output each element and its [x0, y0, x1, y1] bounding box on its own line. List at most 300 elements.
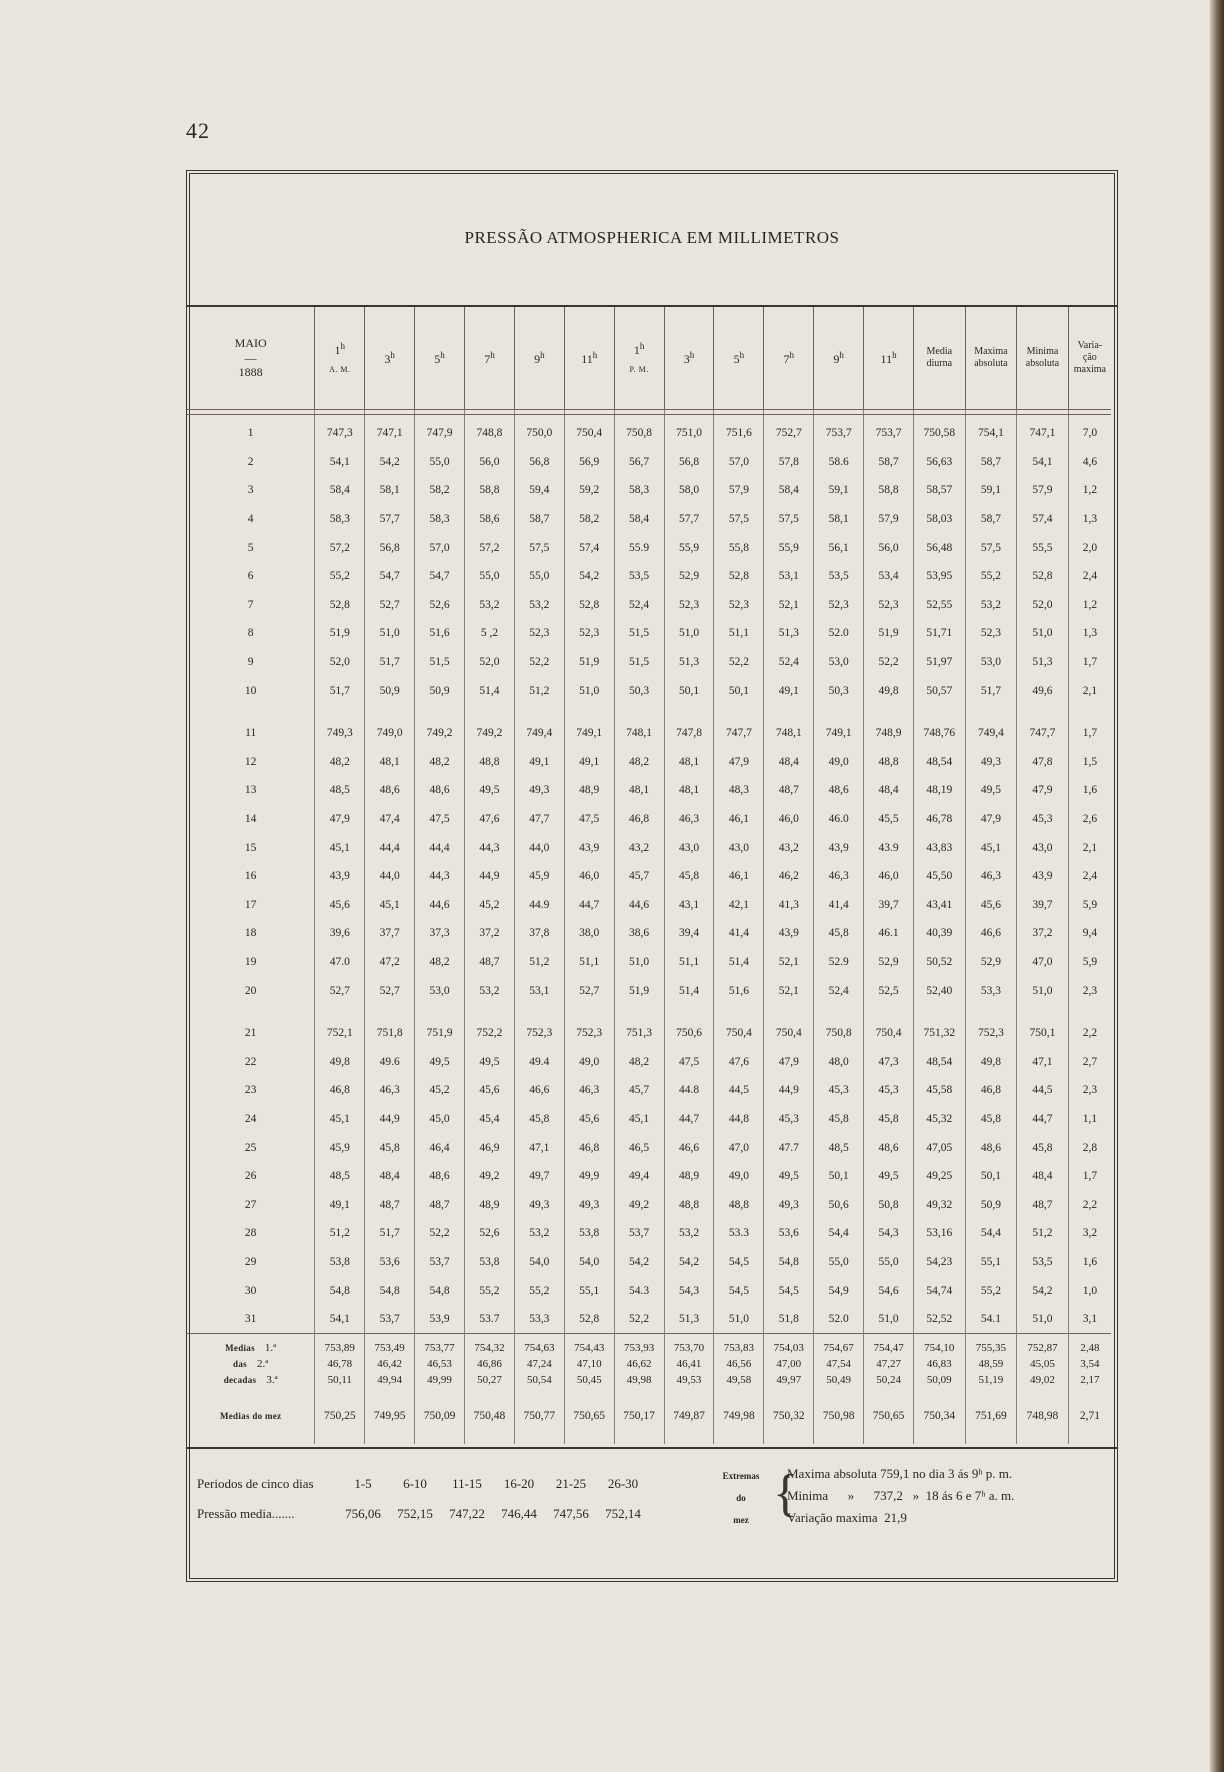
- table-cell: 58,7: [514, 505, 564, 534]
- table-cell: 58,6: [465, 505, 515, 534]
- month-mean-cell: 750,34: [914, 1388, 966, 1444]
- table-cell: 53,7: [365, 1305, 415, 1334]
- table-cell: 53,0: [814, 648, 864, 677]
- header-maxima-absoluta: [965, 307, 1017, 410]
- header-media-line: Media: [926, 346, 953, 357]
- table-cell: 55.9: [614, 533, 664, 562]
- table-cell: 45,6: [315, 891, 365, 920]
- table-cell: 52,6: [415, 591, 465, 620]
- day-number: 12: [244, 755, 257, 768]
- table-cell: 49,1: [564, 748, 614, 777]
- table-cell: 43,0: [664, 833, 714, 862]
- decade-mean-cell: 753,49: [365, 1334, 415, 1357]
- table-cell: 53,5: [1017, 1248, 1069, 1277]
- table-cell: 42,1: [714, 891, 764, 920]
- table-cell: 47,0: [714, 1133, 764, 1162]
- table-cell: 52,3: [714, 591, 764, 620]
- table-cell: 46,4: [415, 1133, 465, 1162]
- table-cell: 49,2: [465, 1162, 515, 1191]
- day-number: 5: [247, 541, 254, 554]
- table-cell: 44,3: [465, 833, 515, 862]
- day-number: 11: [245, 727, 257, 740]
- table-cell: 47,1: [514, 1133, 564, 1162]
- summary-section: [187, 1447, 1117, 1577]
- period-pressure: 756,06: [345, 1506, 381, 1521]
- day-number: 18: [244, 927, 257, 940]
- table-row: [187, 719, 1111, 748]
- table-row: [187, 1248, 1111, 1277]
- table-cell: 55,9: [664, 533, 714, 562]
- table-cell: 48,7: [1017, 1190, 1069, 1219]
- table-cell: 48,1: [664, 748, 714, 777]
- table-cell: 43,0: [714, 833, 764, 862]
- month-mean-cell: 751,69: [965, 1388, 1017, 1444]
- table-cell: 41,4: [714, 919, 764, 948]
- table-cell: 52,3: [664, 591, 714, 620]
- gap-cell: [315, 705, 365, 719]
- table-cell: 48,6: [415, 1162, 465, 1191]
- table-cell: 54,3: [664, 1276, 714, 1305]
- month-mean-cell: 750,65: [564, 1388, 614, 1444]
- table-cell: 55,0: [514, 562, 564, 591]
- table-cell: 46,8: [614, 805, 664, 834]
- table-cell: 55,2: [965, 1276, 1017, 1305]
- table-cell: 748,76: [914, 719, 966, 748]
- am-label: A. M.: [329, 365, 351, 375]
- table-cell: 51,1: [564, 948, 614, 977]
- table-cell: 52,55: [914, 591, 966, 620]
- table-cell: 53,95: [914, 562, 966, 591]
- table-cell: 45,8: [1017, 1133, 1069, 1162]
- table-cell: 45,1: [315, 833, 365, 862]
- gap-cell: [864, 705, 914, 719]
- hour-suffix: h: [540, 349, 545, 360]
- table-cell: 54,2: [564, 562, 614, 591]
- table-cell: 52,4: [764, 648, 814, 677]
- table-cell: 51,7: [965, 676, 1017, 705]
- table-cell: 45,3: [814, 1076, 864, 1105]
- table-cell: 747,3: [315, 415, 365, 448]
- table-cell: 48,2: [415, 748, 465, 777]
- table-row: [187, 415, 1111, 448]
- hour-label: 7: [484, 351, 491, 366]
- table-cell: 44,9: [365, 1105, 415, 1134]
- hour-label: 3: [683, 351, 690, 366]
- table-cell: 47,3: [864, 1047, 914, 1076]
- gap-cell: [365, 1005, 415, 1019]
- header-dash: —: [244, 350, 257, 365]
- day-number: 22: [244, 1055, 257, 1068]
- table-cell: 49,1: [514, 748, 564, 777]
- table-cell: 50,1: [714, 676, 764, 705]
- table-cell: 59,1: [965, 476, 1017, 505]
- table-cell: 51,7: [365, 1219, 415, 1248]
- table-cell: 51,1: [714, 619, 764, 648]
- table-cell: 51,7: [315, 676, 365, 705]
- table-cell: 46,0: [764, 805, 814, 834]
- decade-mean-cell: 49,98: [614, 1372, 664, 1388]
- table-cell: 44,7: [564, 891, 614, 920]
- gap-cell: [714, 705, 764, 719]
- table-cell: 45,8: [814, 1105, 864, 1134]
- hour-label: 7: [783, 351, 790, 366]
- decade-gap: [187, 1005, 1111, 1019]
- table-cell: 48,5: [315, 1162, 365, 1191]
- hour-suffix: h: [739, 349, 745, 360]
- table-cell: 55,2: [465, 1276, 515, 1305]
- table-cell: 751,9: [415, 1019, 465, 1048]
- day-number: 28: [244, 1227, 257, 1240]
- gap-cell: [764, 1005, 814, 1019]
- table-cell: 45,5: [864, 805, 914, 834]
- table-cell: 750,0: [514, 415, 564, 448]
- day-number: 31: [244, 1313, 257, 1326]
- header-minima-absoluta: [1017, 307, 1069, 410]
- table-cell: 45,3: [864, 1076, 914, 1105]
- table-cell: 56,0: [465, 448, 515, 477]
- table-cell: 52,2: [864, 648, 914, 677]
- header-hour: [814, 307, 864, 410]
- table-cell: 1,7: [1068, 648, 1111, 677]
- table-cell: 48,2: [315, 748, 365, 777]
- table-cell: 43,9: [764, 919, 814, 948]
- table-cell: 48,0: [814, 1047, 864, 1076]
- table-cell: 747,7: [714, 719, 764, 748]
- header-hour: [714, 307, 764, 410]
- table-cell: 58,3: [315, 505, 365, 534]
- table-cell: 747,8: [664, 719, 714, 748]
- table-cell: 56,9: [564, 448, 614, 477]
- table-cell: 46,3: [365, 1076, 415, 1105]
- table-row: [187, 862, 1111, 891]
- decade-mean-cell: 46,53: [415, 1356, 465, 1372]
- decade-mean-row: [187, 1372, 1111, 1388]
- table-cell: 752,3: [564, 1019, 614, 1048]
- table-cell: 58,3: [614, 476, 664, 505]
- decade-mean-cell: 47,27: [864, 1356, 914, 1372]
- table-cell: 55,0: [465, 562, 515, 591]
- table-cell: 47,9: [315, 805, 365, 834]
- table-cell: 45,0: [415, 1105, 465, 1134]
- table-cell: 50,9: [415, 676, 465, 705]
- decade-number: 2.ª: [256, 1358, 269, 1371]
- table-cell: 52,4: [814, 976, 864, 1005]
- table-cell: 48,1: [614, 776, 664, 805]
- table-cell: 54.3: [614, 1276, 664, 1305]
- table-cell: 45,32: [914, 1105, 966, 1134]
- table-cell: 52.9: [814, 948, 864, 977]
- table-cell: 3,1: [1068, 1305, 1111, 1334]
- decade-mean-cell: 754,32: [465, 1334, 515, 1357]
- table-cell: 50,3: [614, 676, 664, 705]
- table-cell: 48,3: [714, 776, 764, 805]
- decade-mean-cell: 50,09: [914, 1372, 966, 1388]
- table-row: [187, 476, 1111, 505]
- table-cell: 51,1: [664, 948, 714, 977]
- decade-mean-cell: 46,42: [365, 1356, 415, 1372]
- decade-number: 1.ª: [264, 1342, 277, 1355]
- decade-mean-cell: 754,10: [914, 1334, 966, 1357]
- table-cell: 46.0: [814, 805, 864, 834]
- table-cell: 58,03: [914, 505, 966, 534]
- decade-label-cell: [187, 1356, 315, 1372]
- gap-cell: [1017, 1005, 1069, 1019]
- table-cell: 53,1: [514, 976, 564, 1005]
- pressure-row: [197, 1499, 717, 1529]
- table-cell: 57,7: [664, 505, 714, 534]
- table-cell: 54,23: [914, 1248, 966, 1277]
- table-cell: 748,1: [614, 719, 664, 748]
- decade-mean-cell: 2,48: [1068, 1334, 1111, 1357]
- table-cell: 47.0: [315, 948, 365, 977]
- table-cell: 51,0: [1017, 619, 1069, 648]
- table-cell: 44,4: [415, 833, 465, 862]
- decade-group-label: Medias: [225, 1343, 255, 1354]
- header-hour: [365, 307, 415, 410]
- table-cell: 45,8: [814, 919, 864, 948]
- table-row: [187, 748, 1111, 777]
- header-media-line: diurna: [926, 358, 953, 369]
- table-cell: 51,2: [1017, 1219, 1069, 1248]
- table-cell: 1,6: [1068, 1248, 1111, 1277]
- table-cell: 51,3: [1017, 648, 1069, 677]
- table-row: [187, 448, 1111, 477]
- table-cell: 51,9: [564, 648, 614, 677]
- table-cell: 55,0: [864, 1248, 914, 1277]
- header-month-year: [187, 307, 315, 410]
- decade-mean-cell: 753,83: [714, 1334, 764, 1357]
- decade-mean-cell: 50,49: [814, 1372, 864, 1388]
- table-cell: 51,97: [914, 648, 966, 677]
- table-cell: 56,0: [864, 533, 914, 562]
- gap-cell: [664, 705, 714, 719]
- day-number: 27: [244, 1198, 257, 1211]
- table-cell: 52,7: [315, 976, 365, 1005]
- table-cell: 45,58: [914, 1076, 966, 1105]
- table-row: [187, 805, 1111, 834]
- table-cell: 47,1: [1017, 1047, 1069, 1076]
- table-cell: 54,1: [1017, 448, 1069, 477]
- table-cell: 49,25: [914, 1162, 966, 1191]
- table-cell: 58,0: [664, 476, 714, 505]
- table-cell: 53,3: [514, 1305, 564, 1334]
- table-cell: 49,7: [514, 1162, 564, 1191]
- table-cell: 47,6: [714, 1047, 764, 1076]
- table-cell: 44,7: [664, 1105, 714, 1134]
- table-cell: 49,5: [415, 1047, 465, 1076]
- table-cell: 53,0: [965, 648, 1017, 677]
- month-mean-cell: 749,87: [664, 1388, 714, 1444]
- decade-mean-cell: 48,59: [965, 1356, 1017, 1372]
- table-cell: 50,3: [814, 676, 864, 705]
- hour-label: 5: [733, 351, 740, 366]
- table-cell: 57,0: [714, 448, 764, 477]
- table-cell: 52.0: [814, 619, 864, 648]
- table-cell: 48,4: [1017, 1162, 1069, 1191]
- decade-number: 3.ª: [266, 1374, 278, 1387]
- month-extremes: [709, 1463, 1109, 1531]
- hour-suffix: h: [490, 349, 495, 360]
- decade-label-cell: [187, 1334, 315, 1357]
- table-cell: 53,8: [315, 1248, 365, 1277]
- table-row: [187, 976, 1111, 1005]
- table-cell: 51,4: [714, 948, 764, 977]
- table-cell: 748,1: [764, 719, 814, 748]
- table-cell: 51,5: [614, 648, 664, 677]
- decade-mean-cell: 51,19: [965, 1372, 1017, 1388]
- table-cell: 38,6: [614, 919, 664, 948]
- table-cell: 54,6: [864, 1276, 914, 1305]
- extremes-label-line: do: [736, 1493, 746, 1503]
- gap-cell: [365, 705, 415, 719]
- day-number: 29: [244, 1255, 257, 1268]
- table-cell: 57,5: [965, 533, 1017, 562]
- decade-gap: [187, 705, 1111, 719]
- table-row: [187, 505, 1111, 534]
- decade-mean-row: [187, 1356, 1111, 1372]
- table-cell: 52,2: [714, 648, 764, 677]
- decade-mean-cell: 50,11: [315, 1372, 365, 1388]
- table-cell: 752,3: [514, 1019, 564, 1048]
- month-mean-cell: 750,09: [415, 1388, 465, 1444]
- month-mean-cell: 750,17: [614, 1388, 664, 1444]
- table-row: [187, 948, 1111, 977]
- table-cell: 54,8: [365, 1276, 415, 1305]
- page-number: 42: [186, 118, 210, 143]
- gap-cell: [415, 705, 465, 719]
- header-minima-line: Minima: [1026, 346, 1059, 357]
- day-number: 15: [244, 841, 257, 854]
- period-range: 26-30: [607, 1476, 639, 1491]
- header-variacao-line: maxima: [1073, 364, 1106, 375]
- table-cell: 57,9: [864, 505, 914, 534]
- table-cell: 54,0: [514, 1248, 564, 1277]
- table-cell: 48,1: [365, 748, 415, 777]
- extreme-minima: Minima » 737,2 » 18 ás 6 e 7ʰ a. m.: [787, 1488, 1015, 1503]
- table-cell: 46,0: [864, 862, 914, 891]
- table-cell: 52,3: [564, 619, 614, 648]
- table-cell: 753,7: [814, 415, 864, 448]
- table-cell: 51,6: [415, 619, 465, 648]
- hour-suffix: h: [839, 349, 844, 360]
- table-cell: 1,1: [1068, 1105, 1111, 1134]
- table-cell: 46,3: [814, 862, 864, 891]
- table-cell: 54,0: [564, 1248, 614, 1277]
- table-cell: 53,2: [465, 976, 515, 1005]
- table-cell: 2,8: [1068, 1133, 1111, 1162]
- table-cell: 46.1: [864, 919, 914, 948]
- table-cell: 45,7: [614, 862, 664, 891]
- table-cell: 46,3: [564, 1076, 614, 1105]
- table-cell: 53,16: [914, 1219, 966, 1248]
- table-cell: 47,2: [365, 948, 415, 977]
- table-cell: 48,9: [564, 776, 614, 805]
- table-cell: 7,0: [1068, 415, 1111, 448]
- table-cell: 749,4: [965, 719, 1017, 748]
- table-cell: 47,9: [764, 1047, 814, 1076]
- table-cell: 48,7: [764, 776, 814, 805]
- table-cell: 52,9: [965, 948, 1017, 977]
- table-cell: 59,4: [514, 476, 564, 505]
- extremes-lines: [787, 1463, 1014, 1531]
- gap-cell: [965, 1005, 1017, 1019]
- table-cell: 44,7: [1017, 1105, 1069, 1134]
- table-cell: 54,4: [965, 1219, 1017, 1248]
- table-cell: 754,1: [965, 415, 1017, 448]
- hour-suffix: h: [340, 341, 346, 351]
- table-cell: 53,0: [415, 976, 465, 1005]
- table-cell: 46,6: [664, 1133, 714, 1162]
- table-cell: 49.6: [365, 1047, 415, 1076]
- header-hour: [465, 307, 515, 410]
- table-cell: 2,2: [1068, 1190, 1111, 1219]
- header-variacao-line: ção: [1082, 352, 1097, 363]
- month-mean-cell: 749,95: [365, 1388, 415, 1444]
- table-cell: 58,57: [914, 476, 966, 505]
- table-cell: 53,3: [965, 976, 1017, 1005]
- table-cell: 54,2: [614, 1248, 664, 1277]
- table-cell: 44,4: [365, 833, 415, 862]
- curly-brace-icon: {: [773, 1465, 798, 1522]
- table-cell: 1,2: [1068, 591, 1111, 620]
- header-minima-line: absoluta: [1025, 358, 1060, 369]
- table-cell: 47,7: [514, 805, 564, 834]
- table-cell: 51,5: [614, 619, 664, 648]
- table-cell: 54,2: [365, 448, 415, 477]
- extremes-label-line: Extremas: [722, 1471, 760, 1481]
- table-row: [187, 562, 1111, 591]
- decade-mean-cell: 753,77: [415, 1334, 465, 1357]
- gap-cell: [714, 1005, 764, 1019]
- table-cell: 53,2: [965, 591, 1017, 620]
- day-number: 13: [244, 784, 257, 797]
- table-cell: 52,0: [315, 648, 365, 677]
- table-cell: 57,4: [1017, 505, 1069, 534]
- table-cell: 45,2: [415, 1076, 465, 1105]
- header-variacao-maxima: [1068, 307, 1111, 410]
- decade-mean-cell: 46,78: [315, 1356, 365, 1372]
- table-cell: 48,6: [365, 776, 415, 805]
- gap-cell: [965, 705, 1017, 719]
- table-cell: 51,0: [1017, 1305, 1069, 1334]
- hour-suffix: h: [689, 349, 695, 360]
- table-cell: 47,5: [564, 805, 614, 834]
- table-cell: 46,2: [764, 862, 814, 891]
- hour-suffix: h: [440, 349, 445, 360]
- table-cell: 45,8: [965, 1105, 1017, 1134]
- table-cell: 57,2: [315, 533, 365, 562]
- table-cell: 54,8: [315, 1276, 365, 1305]
- table-cell: 2,6: [1068, 805, 1111, 834]
- hour-suffix: h: [639, 341, 645, 351]
- day-number: 21: [244, 1027, 257, 1040]
- table-cell: 2,1: [1068, 833, 1111, 862]
- period-range: 6-10: [403, 1476, 427, 1491]
- gap-cell: [187, 1005, 315, 1019]
- header-year: 1888: [238, 365, 263, 380]
- table-cell: 55,8: [714, 533, 764, 562]
- table-cell: 9,4: [1068, 919, 1111, 948]
- table-cell: 752,1: [315, 1019, 365, 1048]
- table-cell: 52,3: [864, 591, 914, 620]
- decade-mean-cell: 49,97: [764, 1372, 814, 1388]
- decade-mean-cell: 753,89: [315, 1334, 365, 1357]
- table-cell: 45,3: [764, 1105, 814, 1134]
- table-cell: 53,4: [864, 562, 914, 591]
- table-cell: 2,4: [1068, 862, 1111, 891]
- header-hour: [764, 307, 814, 410]
- header-hour: [315, 307, 365, 410]
